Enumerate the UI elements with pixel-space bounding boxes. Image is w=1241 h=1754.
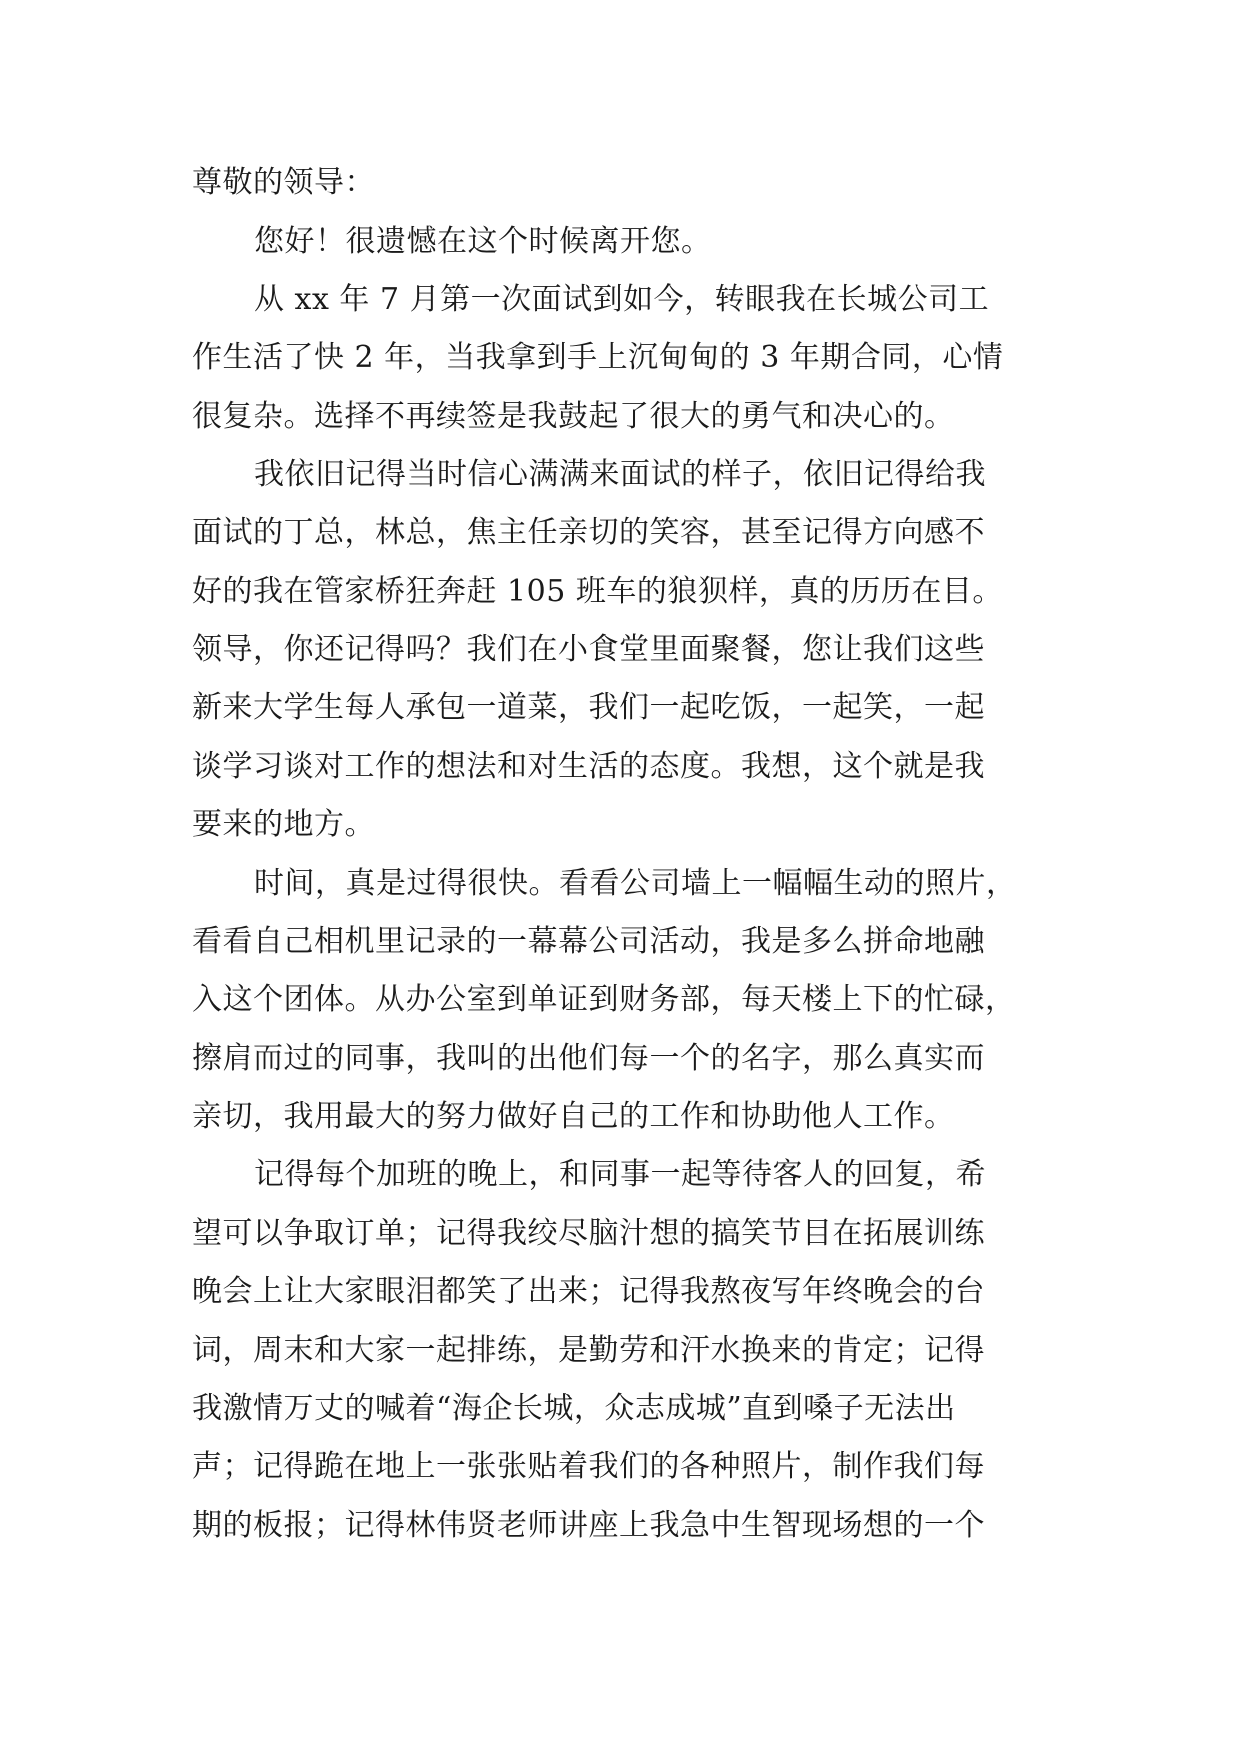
paragraph-line: 词，周末和大家一起排练，是勤劳和汗水换来的肯定；记得: [192, 1333, 985, 1368]
paragraph-line: 看看自己相机里记录的一幕幕公司活动，我是多么拼命地融: [192, 924, 985, 959]
paragraph-line: 要来的地方。: [192, 807, 375, 842]
paragraph-line: 亲切，我用最大的努力做好自己的工作和协助他人工作。: [192, 1099, 955, 1134]
paragraph-line: 从 xx 年 7 月第一次面试到如今，转眼我在长城公司工: [254, 282, 990, 317]
paragraph-line: 面试的丁总，林总，焦主任亲切的笑容，甚至记得方向感不: [192, 515, 985, 550]
paragraph-line: 我激情万丈的喊着“海企长城，众志成城”直到嗓子无法出: [192, 1391, 956, 1426]
paragraph-line: 很复杂。选择不再续签是我鼓起了很大的勇气和决心的。: [192, 399, 955, 434]
paragraph-line: 好的我在管家桥狂奔赶 105 班车的狼狈样，真的历历在目。: [192, 574, 1003, 609]
paragraph-line: 入这个团体。从办公室到单证到财务部，每天楼上下的忙碌，: [192, 982, 1016, 1017]
paragraph-line: 谈学习谈对工作的想法和对生活的态度。我想，这个就是我: [192, 749, 985, 784]
greeting-line: 您好！很遗憾在这个时候离开您。: [254, 224, 712, 259]
paragraph-line: 领导，你还记得吗？我们在小食堂里面聚餐，您让我们这些: [192, 632, 985, 667]
paragraph-line: 作生活了快 2 年，当我拿到手上沉甸甸的 3 年期合同，心情: [192, 340, 1004, 375]
paragraph-line: 擦肩而过的同事，我叫的出他们每一个的名字，那么真实而: [192, 1041, 985, 1076]
paragraph-line: 晚会上让大家眼泪都笑了出来；记得我熬夜写年终晚会的台: [192, 1274, 985, 1309]
paragraph-line: 声；记得跪在地上一张张贴着我们的各种照片，制作我们每: [192, 1449, 985, 1484]
paragraph-line: 记得每个加班的晚上，和同事一起等待客人的回复，希: [254, 1157, 986, 1192]
paragraph-line: 望可以争取订单；记得我绞尽脑汁想的搞笑节目在拓展训练: [192, 1216, 985, 1251]
paragraph-line: 时间，真是过得很快。看看公司墙上一幅幅生动的照片，: [254, 866, 1017, 901]
paragraph-line: 新来大学生每人承包一道菜，我们一起吃饭，一起笑，一起: [192, 690, 985, 725]
paragraph-line: 我依旧记得当时信心满满来面试的样子，依旧记得给我: [254, 457, 986, 492]
salutation: 尊敬的领导：: [192, 165, 375, 200]
paragraph-line: 期的板报；记得林伟贤老师讲座上我急中生智现场想的一个: [192, 1508, 985, 1543]
